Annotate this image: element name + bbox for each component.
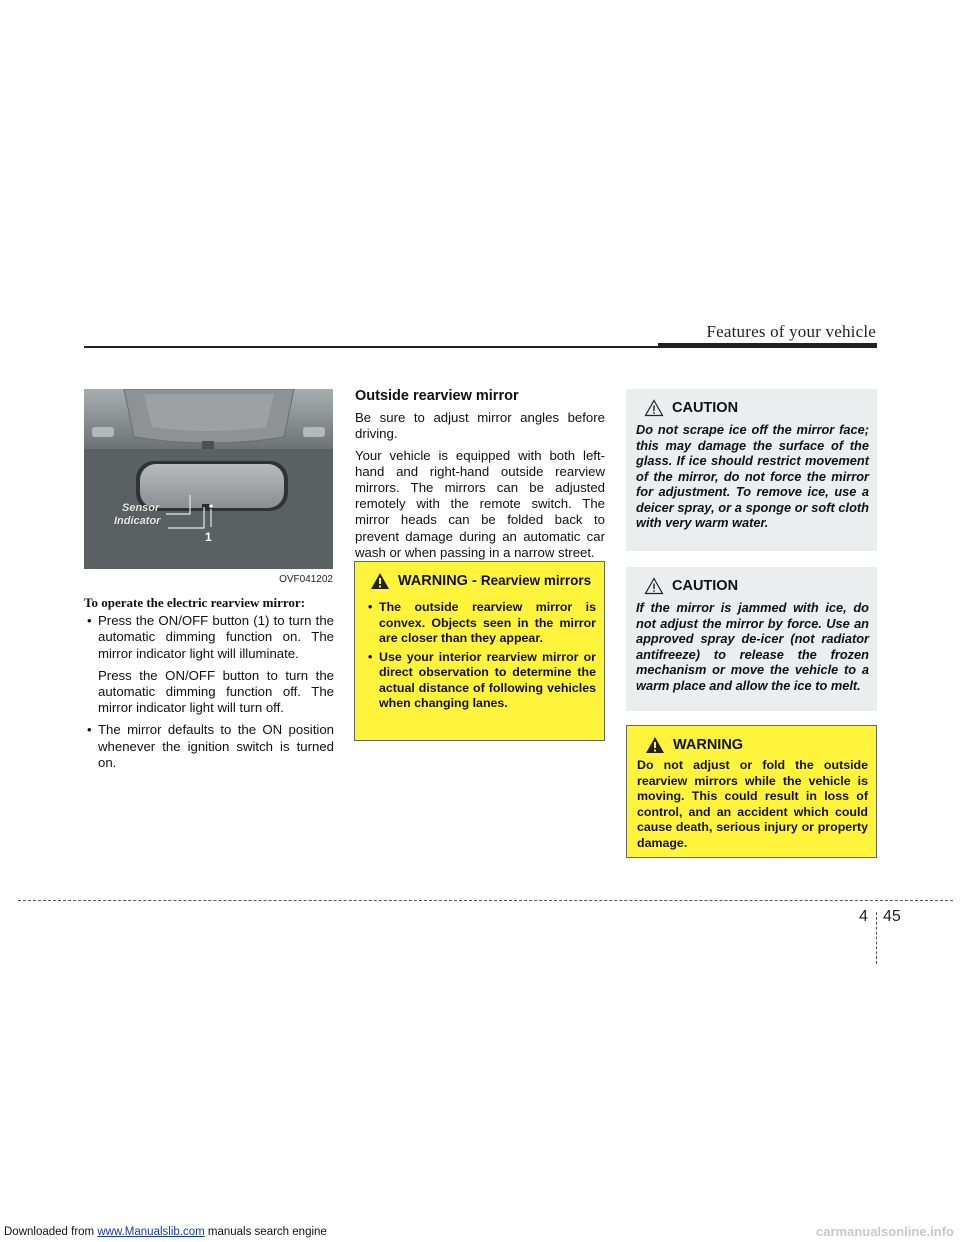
warning-rearview-bullet-2-text: • Use your interior rearview mirror or direct observation to determine the actual distance of following vehicles when changing lanes. [379, 649, 596, 710]
figure-caption: OVF041202 [279, 574, 333, 585]
warning-fold-box [626, 725, 877, 858]
watermark: carmanualsonline.info [816, 1224, 954, 1239]
caution-jammed-title [636, 577, 869, 595]
warning-rearview-title [365, 572, 596, 590]
indicator-label: Indicator [114, 515, 161, 527]
outside-mirror-heading: Outside rearview mirror [355, 388, 519, 404]
warning-rearview-title-main: WARNING - [397, 573, 481, 589]
footer-rule [18, 900, 953, 901]
caution-jammed-box [626, 567, 877, 711]
caution-scrape-body: Do not scrape ice off the mirror face; this may damage the surface of the glass. If ice should restrict movement of the mirror, do not force the mirror for adjustment. To remove ice, use a deicer spray, or a sponge or soft cloth with very warm water. [636, 422, 869, 530]
warning-rearview-body [365, 600, 596, 712]
page-number: 45 [883, 908, 901, 925]
warning-fold-body: Do not adjust or fold the outside rearview mirrors while the vehicle is moving. This could result in loss of control, and an accident which could cause death, serious injury or property damage. [637, 758, 868, 850]
callout-lines [84, 389, 333, 585]
caution-scrape-title-text: CAUTION [672, 400, 739, 416]
download-note-suffix: manuals search engine [204, 1226, 327, 1238]
operate-heading: To operate the electric rearview mirror: [84, 595, 306, 610]
download-note-prefix: Downloaded from [4, 1226, 98, 1238]
warning-rearview-title-sub: Rearview mirrors [480, 573, 592, 588]
manualslib-link[interactable]: www.Manualslib.com [97, 1226, 205, 1238]
warning-triangle-icon [370, 572, 390, 590]
caution-scrape-box [626, 389, 877, 551]
outside-mirror-para-1: Be sure to adjust mirror angles before driving. [355, 410, 605, 442]
bullet-2-text: • The mirror defaults to the ON position whenever the ignition switch is turned on. [98, 722, 334, 770]
caution-jammed-title-text: CAUTION [672, 578, 739, 594]
warning-rearview-bullet-1 [365, 600, 596, 647]
outside-mirror-para-2: Your vehicle is equipped with both left-hand and right-hand outside rearview mirrors. The mirrors can be adjusted remotely with the remote switch. The mirror heads can be folded back to prevent damage during an automatic car wash or when passing in a narrow street. [355, 447, 605, 560]
caution-scrape-title [636, 399, 869, 417]
warning-rearview-bullet-1-text: • The outside rearview mirror is convex. Objects seen in the mirror are closer than they appear. [379, 600, 596, 645]
warning-triangle-icon [645, 736, 665, 754]
sensor-label: Sensor [122, 502, 160, 514]
section-title: Features of your vehicle [706, 322, 876, 341]
warning-fold-title-text: WARNING [673, 737, 744, 753]
operate-bullet-1 [84, 613, 334, 716]
header-rule-accent [658, 343, 877, 348]
left-column [84, 595, 334, 771]
operate-bullet-2 [84, 722, 334, 771]
callout-number: 1 [205, 530, 212, 544]
warning-fold-title [637, 736, 868, 754]
footer-divider [876, 912, 877, 964]
bullet-1-line-1: • Press the ON/OFF button (1) to turn the automatic dimming function on. The mirror indicator light will illuminate. [98, 613, 334, 661]
download-note [4, 1226, 327, 1238]
caution-jammed-body: If the mirror is jammed with ice, do not adjust the mirror by force. Use an approved spray de-icer (not radiator antifreeze) to release the frozen mechanism or move the vehicle to a warm place and allow the ice to melt. [636, 600, 869, 693]
caution-triangle-icon [644, 577, 664, 595]
middle-column [355, 388, 605, 566]
warning-rearview-bullet-2 [365, 650, 596, 712]
caution-triangle-icon [644, 399, 664, 417]
rearview-mirror-figure [84, 389, 333, 585]
bullet-1-line-2: Press the ON/OFF button to turn the automatic dimming function off. The mirror indicator light will turn off. [98, 667, 334, 716]
chapter-number: 4 [859, 908, 868, 925]
warning-rearview-box [354, 561, 605, 741]
